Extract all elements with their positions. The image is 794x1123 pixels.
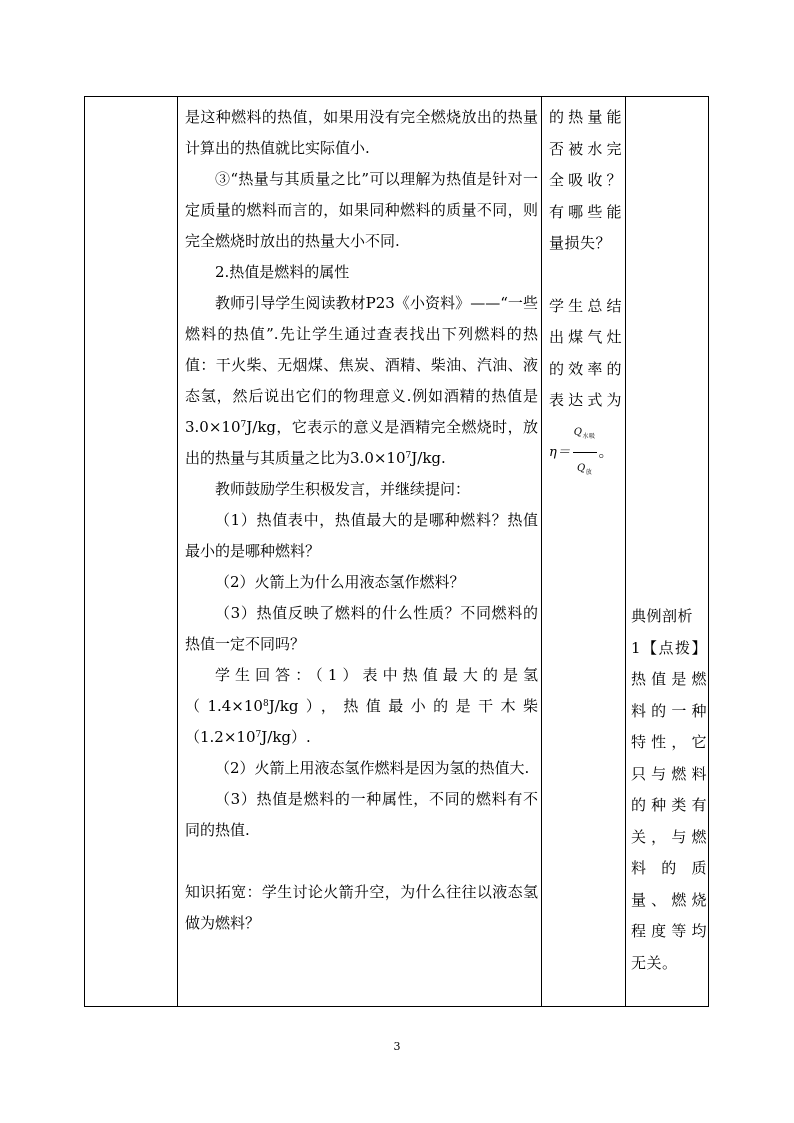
- answer: 学生回答：（1）表中热值最大的是氢$(1.4\times 10^8J/kg)$，热值最小的是干木柴$(1.2\times 10^7J/kg)$.: [185, 666, 538, 746]
- paragraph: 的热量能否被水完全吸收？有哪些能量损失？: [549, 108, 622, 252]
- question: （3）热值反映了燃料的什么性质？不同燃料的热值一定不同吗？: [185, 604, 538, 653]
- student-activity-column: [542, 97, 625, 1006]
- question: （2）火箭上为什么用液态氢作燃料？: [215, 573, 465, 591]
- teaching-process-column: [178, 97, 541, 1006]
- question: （1）热值表中，热值最大的是哪种燃料？热值最小的是哪种燃料？: [185, 511, 538, 560]
- paragraph: 是这种燃料的热值，如果用没有完全燃烧放出的热量计算出的热值就比实际值小.: [185, 108, 538, 157]
- paragraph: 知识拓宽：学生讨论火箭升空，为什么往往以液态氢做为燃料？: [185, 883, 538, 932]
- answer: （3）热值是燃料的一种属性，不同的燃料有不同的热值.: [185, 790, 538, 839]
- notes-column: [626, 97, 710, 1006]
- answer: （2）火箭上用液态氢作燃料是因为氢的热值大.: [215, 759, 530, 777]
- paragraph: 教师引导学生阅读教材P23《小资料》——“一些燃料的热值”.先让学生通过查表找出下列燃料的热值：干火柴、无烟煤、焦炭、酒精、柴油、汽油、液态氢，然后说出它们的物理意义.例如酒精的热值是$3.0\times 10^7J/kg$，它表示的意义是酒精完全燃烧时，放出的热量与其质量之比为$3.0\times 10^7J/kg$.: [185, 294, 538, 467]
- paragraph: ③“热量与其质量之比”可以理解为热值是针对一定质量的燃料而言的，如果同种燃料的质量不同，则完全燃烧时放出的热量大小不同.: [185, 170, 538, 250]
- paragraph: 教师鼓励学生积极发言，并继续提问：: [215, 480, 471, 498]
- paragraph: 1【点拨】热值是燃料的一种特性，它只与燃料的种类有关，与燃料的质量、燃烧程度等均无关。: [631, 638, 707, 972]
- efficiency-formula: η＝ $\frac{Q_{水吸}}{Q_放}$: [549, 417, 599, 489]
- section-heading: 2.热值是燃料的属性: [215, 263, 350, 281]
- page-number: 3: [393, 1040, 401, 1053]
- lesson-table: [84, 96, 709, 1007]
- paragraph: 学生总结出煤气灶的效率的表达式为 η＝ $\frac{Q_{水吸}}{Q_放}$ 。: [549, 291, 622, 489]
- notes-title: 典例剖析: [631, 607, 694, 625]
